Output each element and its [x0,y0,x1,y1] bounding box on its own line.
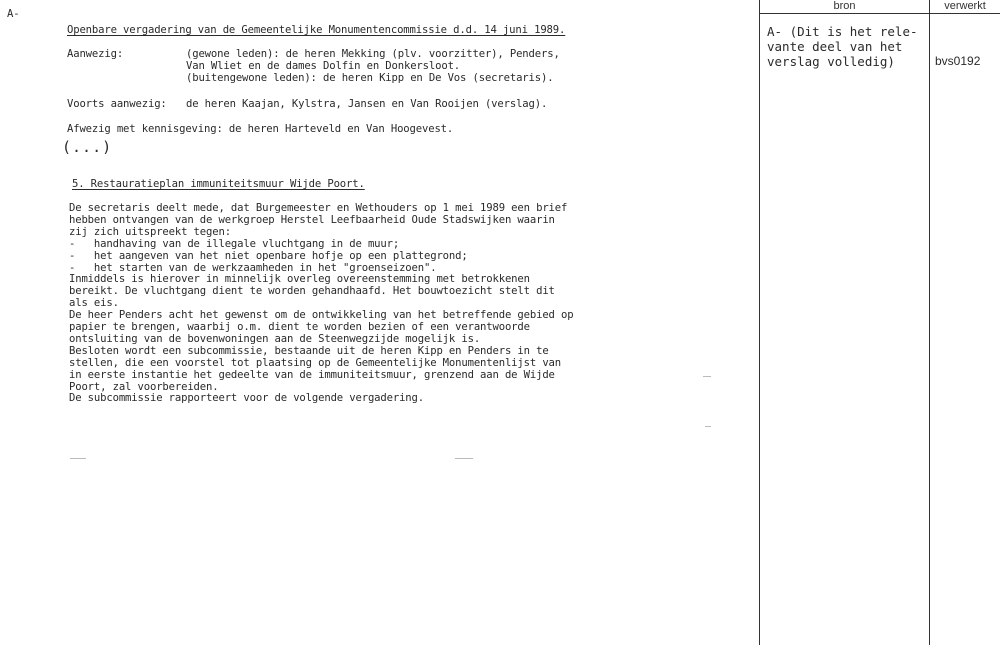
column-divider-middle [929,0,930,645]
body-line: papier te brengen, waarbij o.m. dient te worden bezien of een verantwoorde [69,321,530,333]
attendance-line: (buitengewone leden): de heren Kipp en De Vos (secretaris). [186,72,554,84]
bron-note-line: A- (Dit is het rele- [767,24,918,39]
scan-speck [455,458,473,459]
body-line: Poort, zal voorbereiden. [69,380,219,393]
body-line: - het starten van de werkzaamheden in het "groenseizoen". [69,261,437,274]
absent-text: Afwezig met kennisgeving: de heren Harteveld en Van Hoogevest. [67,123,454,135]
body-line: in eerste instantie het gedeelte van de immuniteitsmuur, grenzend aan de Wijde [69,368,555,381]
body-line: ontsluiting van de bovenwoningen aan de Steenwegzijde mogelijk is. [69,332,481,345]
ellipsis-mark: (...) [62,138,113,156]
bron-note-line: vante deel van het [767,39,903,54]
bron-note-line: verslag volledig) [767,54,895,69]
scan-speck [703,376,711,377]
column-divider-left [759,0,760,645]
column-header-rule [759,13,1000,14]
also-present-label: Voorts aanwezig: [67,98,167,110]
body-line: - handhaving van de illegale vluchtgang in de muur; [69,237,400,250]
bron-column-header: bron [833,0,856,12]
attendance-label: Aanwezig: [67,48,124,60]
section-heading: 5. Restauratieplan immuniteitsmuur Wijde Poort. [72,178,365,190]
body-line: - het aangeven van het niet openbare hofje op een plattegrond; [69,249,468,262]
page-title: Openbare vergadering van de Gemeentelijke Monumentencommissie d.d. 14 juni 1989. [67,24,566,36]
body-line: bereikt. De vluchtgang dient te worden gehandhaafd. Het bouwtoezicht stelt dit [69,285,555,298]
body-line: Besloten wordt een subcommissie, bestaande uit de heren Kipp en Penders in te [69,344,549,357]
body-line: hebben ontvangen van de werkgroep Herstel Leefbaarheid Oude Stadswijken waarin [69,213,555,226]
attendance-line: (gewone leden): de heren Mekking (plv. voorzitter), Penders, [186,48,560,60]
body-line: zij zich uitspreekt tegen: [69,225,231,238]
body-line: als eis. [69,297,119,310]
body-line: stellen, die een voorstel tot plaatsing op de Gemeentelijke Monumentenlijst van [69,356,562,369]
verwerkt-value: bvs0192 [935,54,981,68]
also-present-text: de heren Kaajan, Kylstra, Jansen en Van Rooijen (verslag). [186,98,548,110]
body-line: De subcommissie rapporteert voor de volgende vergadering. [69,392,424,405]
attendance-line: Van Wliet en de dames Dolfin en Donkersloot. [186,60,461,72]
scan-speck [70,458,86,459]
body-line: Inmiddels is hierover in minnelijk overleg overeenstemming met betrokkenen [69,273,530,286]
body-line: De secretaris deelt mede, dat Burgemeester en Wethouders op 1 mei 1989 een brief [69,202,568,214]
scan-speck [705,426,711,427]
body-line: De heer Penders acht het gewenst om de ontwikkeling van het betreffende gebied op [69,309,574,322]
corner-mark: A- [7,8,20,20]
verwerkt-column-header: verwerkt [944,0,986,12]
